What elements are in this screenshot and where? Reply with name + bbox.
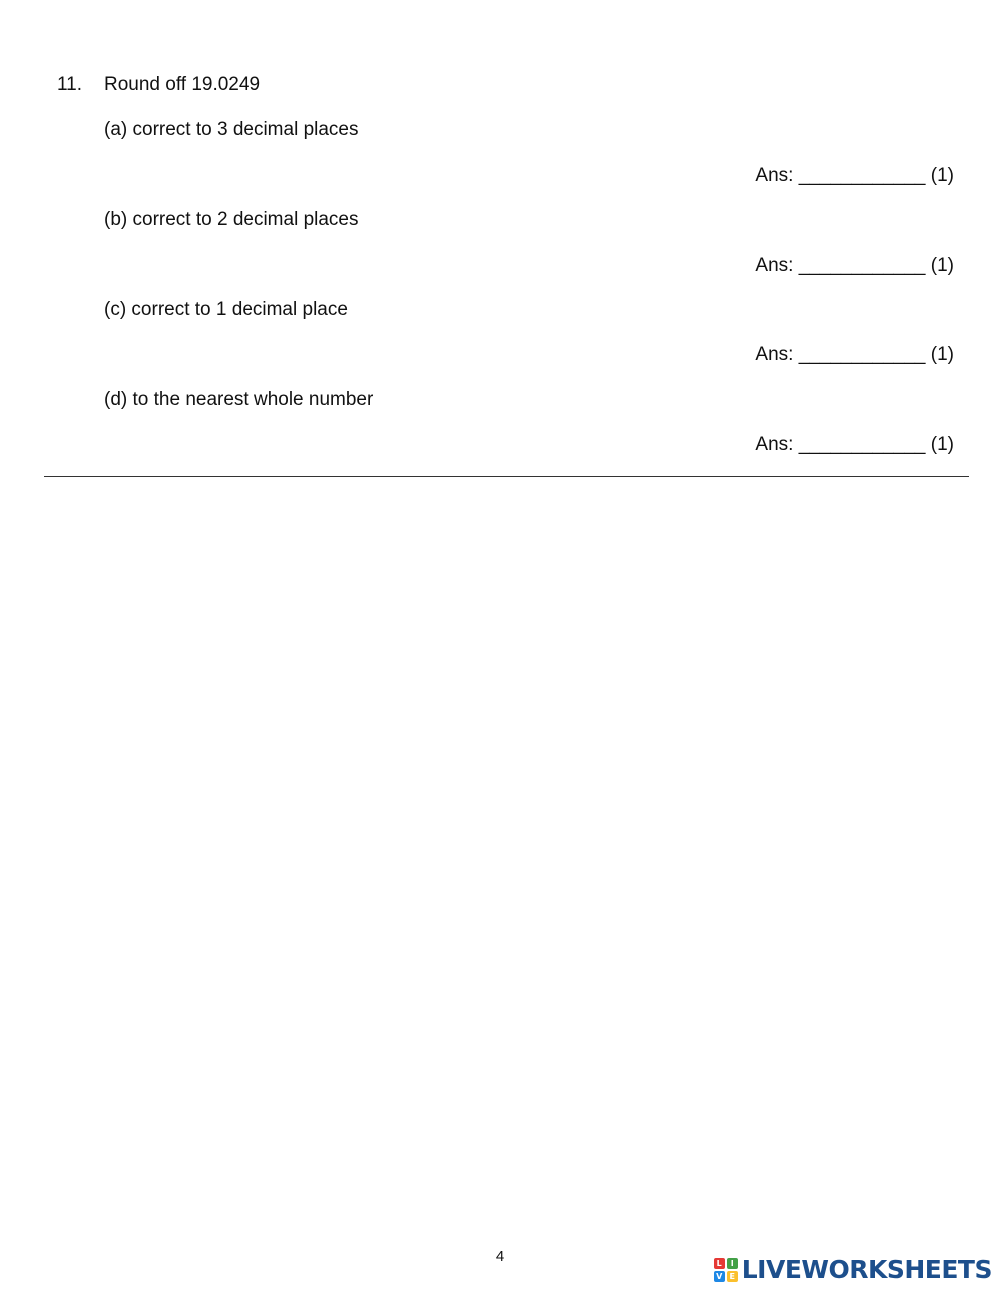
part-c-answer-line[interactable]: Ans: ____________ (1)	[755, 344, 954, 365]
logo-tile-v: V	[714, 1271, 725, 1282]
part-b-answer-line[interactable]: Ans: ____________ (1)	[755, 255, 954, 276]
question-text: Round off 19.0249	[104, 74, 261, 95]
liveworksheets-logo	[714, 1254, 992, 1286]
part-d-label: (d) to the nearest whole number	[104, 389, 374, 410]
part-a-answer-line[interactable]: Ans: ____________ (1)	[755, 165, 954, 186]
part-d-answer-line[interactable]: Ans: ____________ (1)	[755, 434, 954, 455]
logo-tile-l: L	[714, 1258, 725, 1269]
logo-tile-i: I	[727, 1258, 738, 1269]
logo-tile-e: E	[727, 1271, 738, 1282]
logo-text: LIVEWORKSHEETS	[741, 1255, 992, 1284]
section-divider	[44, 476, 969, 477]
page-number: 4	[495, 1248, 505, 1265]
logo-tiles-icon	[714, 1258, 738, 1282]
part-a-label: (a) correct to 3 decimal places	[104, 119, 359, 140]
part-c-label: (c) correct to 1 decimal place	[104, 299, 348, 320]
question-number: 11.	[57, 74, 83, 95]
part-b-label: (b) correct to 2 decimal places	[104, 209, 359, 230]
